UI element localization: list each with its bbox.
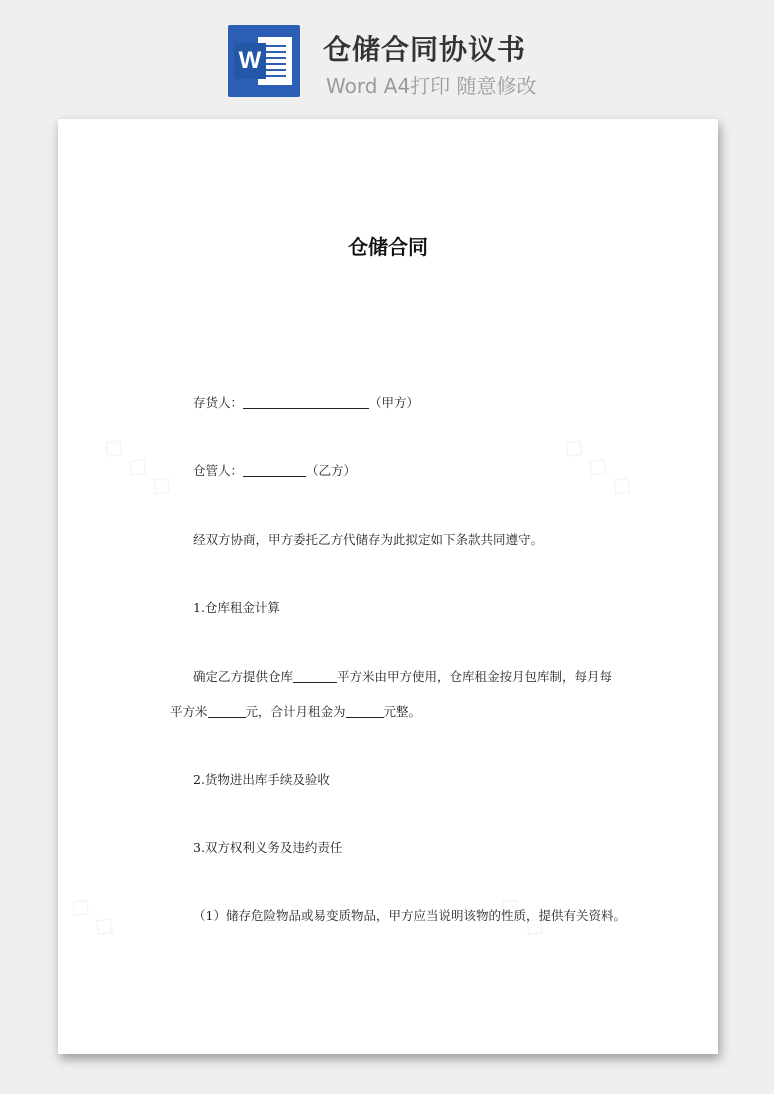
section-2-heading: 2.货物进出库手续及验收	[193, 772, 330, 787]
rent-line-2	[170, 704, 421, 720]
depositor-line	[193, 395, 419, 411]
rent-line-1	[193, 669, 612, 685]
area-blank[interactable]	[293, 670, 337, 683]
keeper-role: （乙方）	[306, 463, 357, 478]
rent-text-d: 元，合计月租金为	[245, 704, 346, 719]
rent-text-c: 平方米	[170, 704, 208, 719]
keeper-label: 仓管人：	[193, 463, 244, 478]
section-3-heading: 3.双方权利义务及违约责任	[193, 840, 343, 855]
unit-price-blank[interactable]	[208, 705, 246, 718]
header	[0, 0, 774, 110]
watermark-decoration	[97, 427, 182, 504]
watermark-decoration	[63, 887, 124, 945]
word-letter: W	[234, 43, 266, 79]
depositor-role: （甲方）	[369, 395, 420, 410]
word-icon	[228, 25, 300, 97]
header-subtitle: Word A4打印 随意修改	[326, 74, 537, 98]
section-1-heading: 1.仓库租金计算	[193, 600, 280, 615]
rent-text-a: 确定乙方提供仓库	[193, 669, 294, 684]
depositor-blank[interactable]	[243, 396, 369, 409]
rent-text-b: 平方米由甲方使用，仓库租金按月包库制，每月每	[337, 669, 613, 684]
keeper-line	[193, 463, 356, 479]
monthly-total-blank[interactable]	[346, 705, 384, 718]
keeper-blank[interactable]	[243, 464, 306, 477]
header-title: 仓储合同协议书	[323, 33, 527, 66]
rent-text-e: 元整。	[383, 704, 422, 719]
clause-1: （1）储存危险物品或易变质物品，甲方应当说明该物的性质，提供有关资料。	[193, 908, 626, 923]
depositor-label: 存货人：	[193, 395, 244, 410]
watermark-decoration	[557, 427, 642, 504]
document-page	[58, 119, 718, 1054]
intro-paragraph: 经双方协商，甲方委托乙方代储存为此拟定如下条款共同遵守。	[193, 532, 544, 547]
document-title: 仓储合同	[348, 235, 428, 259]
